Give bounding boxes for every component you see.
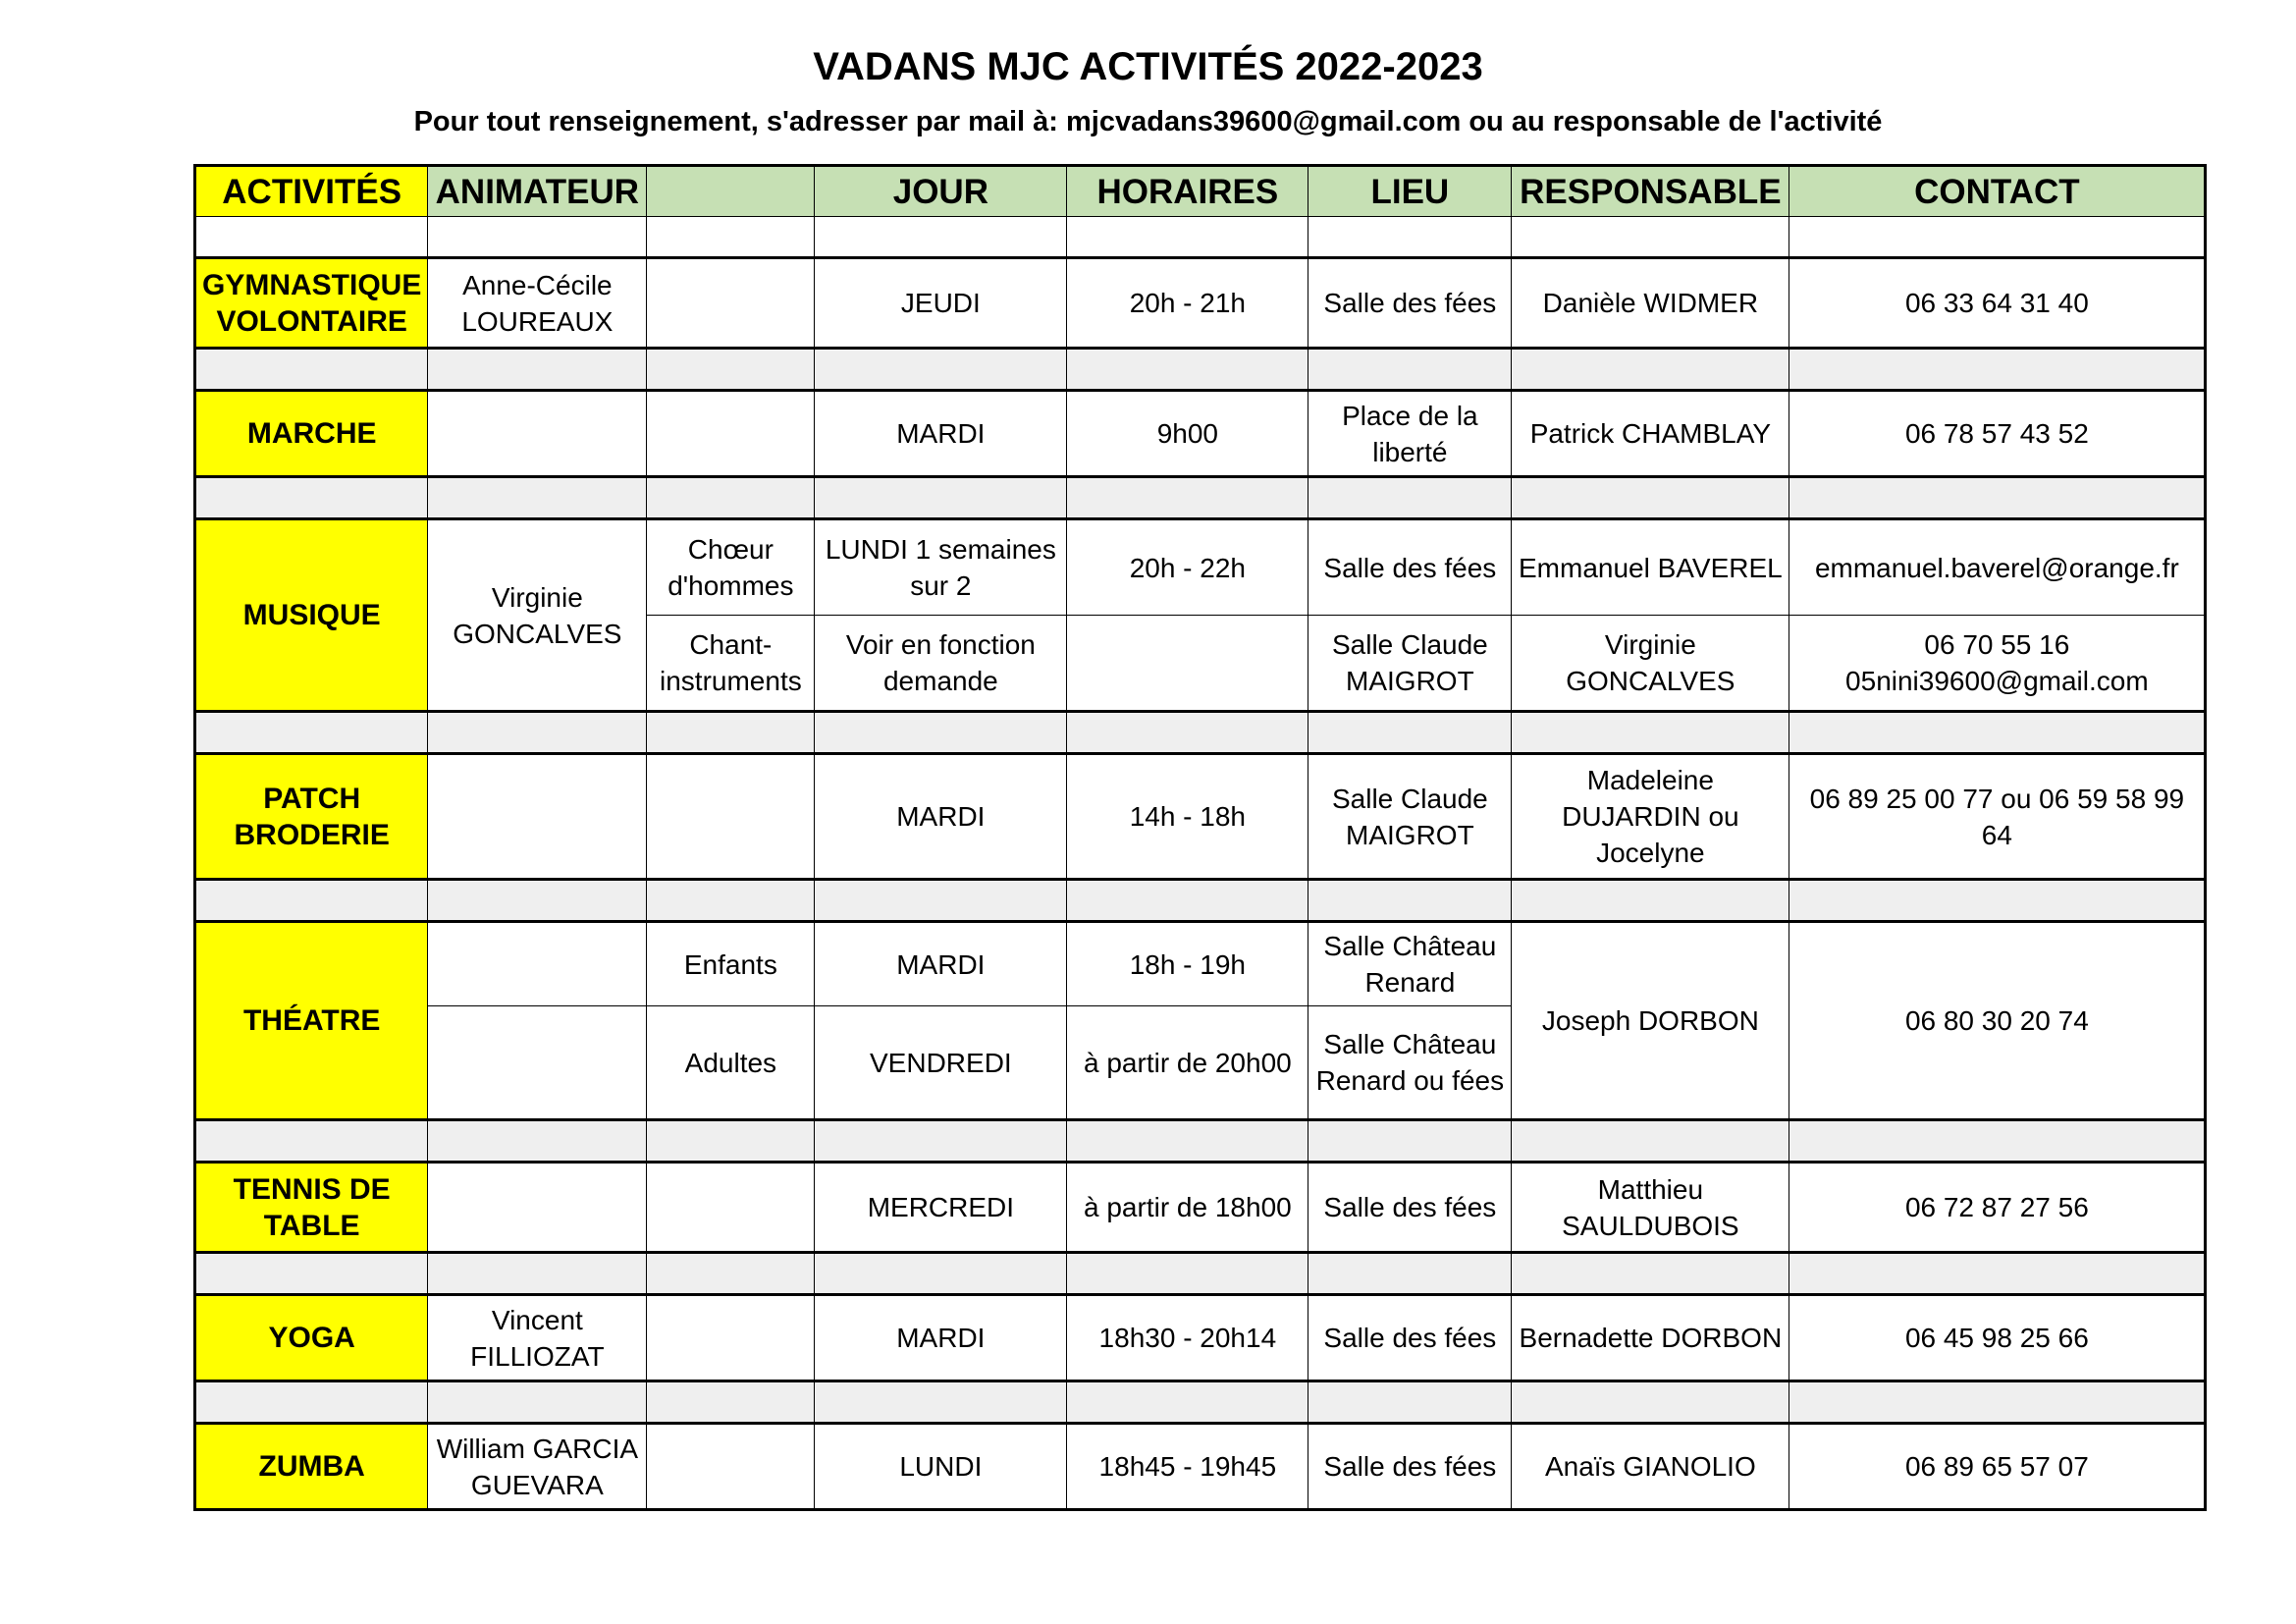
responsable-cell: Patrick CHAMBLAY bbox=[1512, 391, 1789, 477]
horaires-cell: 14h - 18h bbox=[1067, 754, 1308, 880]
spacer-row bbox=[195, 477, 2206, 519]
jour-cell: MARDI bbox=[815, 391, 1067, 477]
contact-cell: 06 89 65 57 07 bbox=[1789, 1424, 2206, 1510]
responsable-cell: Anaïs GIANOLIO bbox=[1512, 1424, 1789, 1510]
horaires-cell: 18h - 19h bbox=[1067, 922, 1308, 1006]
contact-cell: 06 45 98 25 66 bbox=[1789, 1295, 2206, 1381]
lieu-cell: Salle des fées bbox=[1308, 258, 1512, 349]
col-header-lieu: LIEU bbox=[1308, 166, 1512, 217]
col-header-contact: CONTACT bbox=[1789, 166, 2206, 217]
sub-cell bbox=[647, 391, 815, 477]
page-title: VADANS MJC ACTIVITÉS 2022-2023 bbox=[813, 45, 1483, 88]
spacer-row bbox=[195, 712, 2206, 754]
responsable-cell: Danièle WIDMER bbox=[1512, 258, 1789, 349]
lieu-cell: Salle Château Renard bbox=[1308, 922, 1512, 1006]
sub-cell bbox=[647, 1295, 815, 1381]
col-header-activites: ACTIVITÉS bbox=[195, 166, 428, 217]
sub-cell bbox=[647, 1424, 815, 1510]
jour-cell: MERCREDI bbox=[815, 1163, 1067, 1253]
contact-cell: 06 33 64 31 40 bbox=[1789, 258, 2206, 349]
horaires-cell: à partir de 18h00 bbox=[1067, 1163, 1308, 1253]
table-row-marche bbox=[195, 391, 2206, 477]
horaires-cell: 18h45 - 19h45 bbox=[1067, 1424, 1308, 1510]
activity-cell: ZUMBA bbox=[195, 1424, 428, 1510]
horaires-cell bbox=[1067, 616, 1308, 712]
lieu-cell: Salle Claude MAIGROT bbox=[1308, 754, 1512, 880]
activity-cell: PATCH BRODERIE bbox=[195, 754, 428, 880]
contact-cell: emmanuel.baverel@orange.fr bbox=[1789, 519, 2206, 616]
spacer-row bbox=[195, 349, 2206, 391]
sub-cell: Enfants bbox=[647, 922, 815, 1006]
table-row-musique-1 bbox=[195, 519, 2206, 616]
contact-cell: 06 72 87 27 56 bbox=[1789, 1163, 2206, 1253]
horaires-cell: 18h30 - 20h14 bbox=[1067, 1295, 1308, 1381]
contact-phone: 06 70 55 16 bbox=[1924, 629, 2070, 660]
sub-cell: Adultes bbox=[647, 1006, 815, 1120]
table-row-gym bbox=[195, 258, 2206, 349]
animateur-cell bbox=[428, 391, 647, 477]
jour-cell: LUNDI 1 semaines sur 2 bbox=[815, 519, 1067, 616]
contact-cell: 06 89 25 00 77 ou 06 59 58 99 64 bbox=[1789, 754, 2206, 880]
horaires-cell: 20h - 22h bbox=[1067, 519, 1308, 616]
responsable-cell: Virginie GONCALVES bbox=[1512, 616, 1789, 712]
spacer-row bbox=[195, 1253, 2206, 1295]
col-header-jour: JOUR bbox=[815, 166, 1067, 217]
animateur-cell: Vincent FILLIOZAT bbox=[428, 1295, 647, 1381]
table-row-yoga bbox=[195, 1295, 2206, 1381]
sub-cell bbox=[647, 258, 815, 349]
activities-table bbox=[193, 164, 2207, 1511]
horaires-cell: à partir de 20h00 bbox=[1067, 1006, 1308, 1120]
activity-cell: YOGA bbox=[195, 1295, 428, 1381]
table-row-tennis bbox=[195, 1163, 2206, 1253]
responsable-cell: Matthieu SAULDUBOIS bbox=[1512, 1163, 1789, 1253]
col-header-sub bbox=[647, 166, 815, 217]
col-header-responsable: RESPONSABLE bbox=[1512, 166, 1789, 217]
contact-cell: 06 80 30 20 74 bbox=[1789, 922, 2206, 1120]
horaires-cell: 20h - 21h bbox=[1067, 258, 1308, 349]
jour-cell: MARDI bbox=[815, 922, 1067, 1006]
sub-cell bbox=[647, 1163, 815, 1253]
jour-cell: MARDI bbox=[815, 754, 1067, 880]
lieu-cell: Salle des fées bbox=[1308, 519, 1512, 616]
animateur-cell bbox=[428, 1163, 647, 1253]
responsable-cell: Joseph DORBON bbox=[1512, 922, 1789, 1120]
lieu-cell: Salle Claude MAIGROT bbox=[1308, 616, 1512, 712]
page-subtitle: Pour tout renseignement, s'adresser par mail à: mjcvadans39600@gmail.com ou au responsable de l'activité bbox=[413, 106, 1883, 137]
sub-cell bbox=[647, 754, 815, 880]
lieu-cell: Salle des fées bbox=[1308, 1295, 1512, 1381]
table-row-theatre-1 bbox=[195, 922, 2206, 1006]
animateur-cell: William GARCIA GUEVARA bbox=[428, 1424, 647, 1510]
lieu-cell: Salle Château Renard ou fées bbox=[1308, 1006, 1512, 1120]
contact-cell bbox=[1789, 616, 2206, 712]
col-header-horaires: HORAIRES bbox=[1067, 166, 1308, 217]
activity-cell: GYMNASTIQUE VOLONTAIRE bbox=[195, 258, 428, 349]
sub-cell: Chœur d'hommes bbox=[647, 519, 815, 616]
jour-cell: VENDREDI bbox=[815, 1006, 1067, 1120]
contact-email: 05nini39600@gmail.com bbox=[1845, 666, 2149, 696]
activity-cell: MARCHE bbox=[195, 391, 428, 477]
animateur-cell bbox=[428, 922, 647, 1006]
activity-cell: MUSIQUE bbox=[195, 519, 428, 712]
spacer-row bbox=[195, 217, 2206, 258]
jour-cell: Voir en fonction demande bbox=[815, 616, 1067, 712]
contact-cell: 06 78 57 43 52 bbox=[1789, 391, 2206, 477]
jour-cell: LUNDI bbox=[815, 1424, 1067, 1510]
spacer-row bbox=[195, 1381, 2206, 1424]
responsable-cell: Madeleine DUJARDIN ou Jocelyne bbox=[1512, 754, 1789, 880]
horaires-cell: 9h00 bbox=[1067, 391, 1308, 477]
lieu-cell: Salle des fées bbox=[1308, 1163, 1512, 1253]
table-row-patch bbox=[195, 754, 2206, 880]
col-header-animateur: ANIMATEUR bbox=[428, 166, 647, 217]
animateur-cell: Anne-Cécile LOUREAUX bbox=[428, 258, 647, 349]
spacer-row bbox=[195, 1120, 2206, 1163]
header-row bbox=[195, 166, 2206, 217]
jour-cell: JEUDI bbox=[815, 258, 1067, 349]
sub-cell: Chant-instruments bbox=[647, 616, 815, 712]
animateur-cell bbox=[428, 1006, 647, 1120]
responsable-cell: Bernadette DORBON bbox=[1512, 1295, 1789, 1381]
table-row-zumba bbox=[195, 1424, 2206, 1510]
activity-cell: TENNIS DE TABLE bbox=[195, 1163, 428, 1253]
responsable-cell: Emmanuel BAVEREL bbox=[1512, 519, 1789, 616]
jour-cell: MARDI bbox=[815, 1295, 1067, 1381]
lieu-cell: Place de la liberté bbox=[1308, 391, 1512, 477]
animateur-cell: Virginie GONCALVES bbox=[428, 519, 647, 712]
animateur-cell bbox=[428, 754, 647, 880]
spacer-row bbox=[195, 880, 2206, 922]
lieu-cell: Salle des fées bbox=[1308, 1424, 1512, 1510]
activity-cell: THÉATRE bbox=[195, 922, 428, 1120]
